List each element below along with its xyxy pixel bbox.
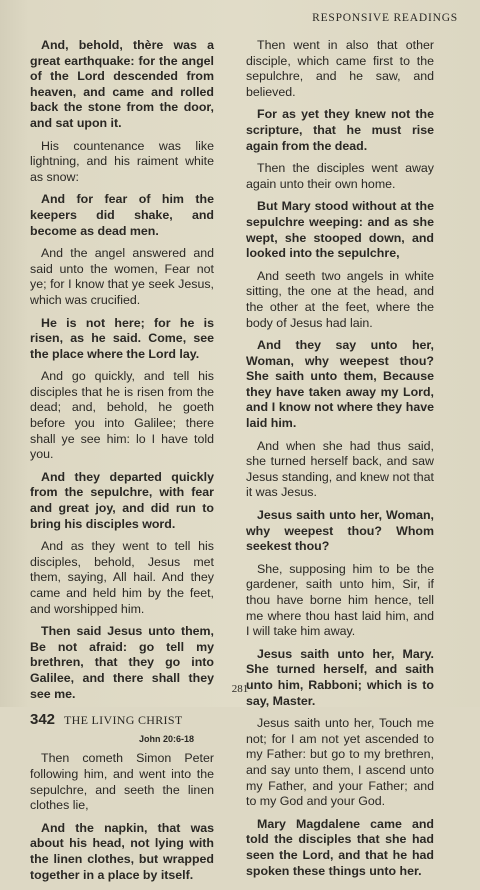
leader-verse: And as they went to tell his disciples, behold, Jesus met them, saying, All hail. And they came and held him by the feet, and worshipped him. bbox=[30, 539, 214, 616]
response-verse: Jesus saith unto her, Woman, why weepest thou? Whom seekest thou? bbox=[246, 508, 434, 554]
leader-verse: And seeth two angels in white sitting, the one at the head, and the other at the feet, where the body of Jesus had lain. bbox=[246, 268, 434, 330]
scripture-reference: John 20:6-18 bbox=[138, 733, 194, 744]
left-verses bbox=[30, 38, 214, 702]
response-verse: And for fear of him the keepers did shake, and become as dead men. bbox=[30, 192, 214, 238]
response-verse: And they departed quickly from the sepulchre, with fear and great joy, and did run to bring his disciples word. bbox=[30, 469, 214, 531]
leader-verse: Then the disciples went away again unto their own home. bbox=[246, 161, 434, 191]
leader-verse: And when she had thus said, she turned herself back, and saw Jesus standing, and knew not that it was Jesus. bbox=[246, 438, 434, 500]
response-verse: And they say unto her, Woman, why weepest thou? She saith unto them, Because they have taken away my Lord, and I know not where they have laid him. bbox=[246, 338, 434, 431]
response-verse: But Mary stood without at the sepulchre weeping: and as she wept, she stooped down, and looked into the sepulchre, bbox=[246, 199, 434, 261]
selection-number: 342 bbox=[30, 711, 56, 729]
response-verse: He is not here; for he is risen, as he said. Come, see the place where the Lord lay. bbox=[30, 315, 214, 361]
response-verse: For as yet they knew not the scripture, that he must rise again from the dead. bbox=[246, 107, 434, 153]
leader-verse: Then cometh Simon Peter following him, and went into the sepulchre, and seeth the linen clothes lie, bbox=[30, 751, 214, 813]
response-verse: And, behold, thère was a great earthquake: for the angel of the Lord descended from heaven, and came and rolled back the stone from the door, and sat upon it. bbox=[30, 38, 214, 130]
response-verse: Then said Jesus unto them, Be not afraid: go tell my brethren, that they go into Galilee, and there shall they see me. bbox=[30, 624, 214, 701]
right-verses bbox=[246, 38, 434, 879]
response-verse: Jesus saith unto her, Mary. She turned herself, and saith unto him, Rabboni; which is to say, Master. bbox=[246, 646, 434, 708]
leader-verse: Jesus saith unto her, Touch me not; for I am not yet ascended to my Father: but go to my brethren, and say unto them, I ascend unto my Father, and your Father; and to my God and your God. bbox=[246, 716, 434, 809]
selection-title: THE LIVING CHRIST bbox=[64, 713, 183, 728]
leader-verse: She, supposing him to be the gardener, saith unto him, Sir, if thou have borne him hence, tell me where thou hast laid him, and I will take him away. bbox=[246, 561, 434, 639]
page-number: 281 bbox=[231, 683, 249, 695]
leader-verse: And the angel answered and said unto the women, Fear not ye; for I know that ye seek Jesus, which was crucified. bbox=[30, 246, 214, 307]
running-head: RESPONSIVE READINGS bbox=[312, 12, 458, 24]
leader-verse: His countenance was like lightning, and his raiment white as snow: bbox=[30, 138, 214, 184]
leader-verse: Then went in also that other disciple, which came first to the sepulchre, and he saw, and believed. bbox=[246, 38, 434, 99]
selection-heading bbox=[30, 712, 214, 729]
right-column bbox=[246, 38, 434, 886]
left-column bbox=[30, 38, 214, 890]
response-verse: Mary Magdalene came and told the disciples that she had seen the Lord, and that he had spoken these things unto her. bbox=[246, 816, 434, 878]
response-verse: And the napkin, that was about his head, not lying with the linen clothes, but wrapped together in a place by itself. bbox=[30, 820, 214, 882]
leader-verse: And go quickly, and tell his disciples that he is risen from the dead; and, behold, he goeth before you into Galilee; there shall ye see him: lo I have told you. bbox=[30, 369, 214, 462]
left-verses-after bbox=[30, 751, 214, 883]
